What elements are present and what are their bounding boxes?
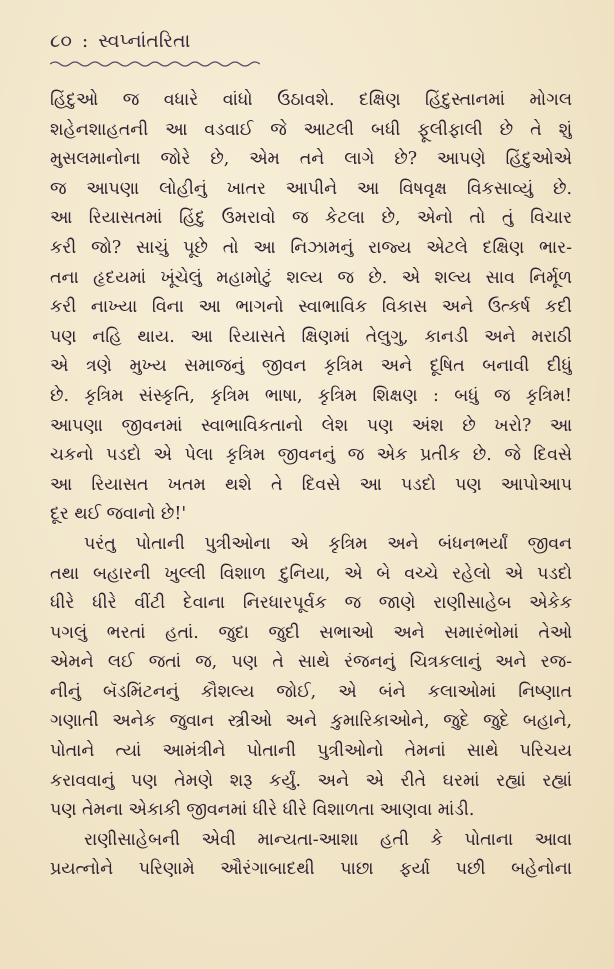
text-line: આ રિયાસત ખતમ થશે તે દિવસે આ પડદો પણ આપોઆપ xyxy=(50,474,572,495)
page-header xyxy=(50,30,572,60)
paragraph-3 xyxy=(50,826,572,885)
text-line: એ ત્રણે મુખ્ય સમાજનું જીવન કૃત્રિમ અને દૂષિત બનાવી દીધું xyxy=(50,356,572,377)
text-line: દૂર થઈ જવાનો છે!' xyxy=(50,504,187,525)
text-line: પણ નહિ થાય. આ રિયાસતે ક્ષિણમાં તેલુગુ, કાનડી અને મરાઠી xyxy=(50,326,572,347)
text-line: કરી નાખ્યા વિના આ ભાગનો સ્વાભાવિક વિકાસ અને ઉત્કર્ષ કદી xyxy=(50,297,572,318)
text-line: એમને લઈ જતાં જ, પણ તે સાથે રંજનનું ચિત્રકલાનું અને રજ- xyxy=(50,652,572,673)
text-line: કરી જો? સાચું પૂછે તો આ નિઝામનું રાજ્ય એટલે દક્ષિણ ભાર- xyxy=(50,237,572,258)
header-wavy-rule xyxy=(50,60,260,68)
text-line: આપણા જીવનમાં સ્વાભાવિકતાનો લેશ પણ અંશ છે ખરો? આ xyxy=(50,415,572,436)
text-line: હિંદુઓ જ વધારે વાંધો ઉઠાવશે. દક્ષિણ હિંદુસ્તાનમાં મોગલ xyxy=(50,90,572,110)
text-line: છે. કૃત્રિમ સંસ્કૃતિ, કૃત્રિમ ભાષા, કૃત્રિમ શિક્ષણ : બધું જ કૃત્રિમ! xyxy=(50,385,572,406)
text-line: ધીરે ધીરે વીંટી દેવાના નિરધારપૂર્વક જ જાણે રાણીસાહેબ એકેક xyxy=(50,593,572,614)
paragraph-2 xyxy=(50,530,572,826)
header-separator: : xyxy=(81,30,89,52)
text-line: મુસલમાનોના જોરે છે, એમ તને લાગે છે? આપણે હિંદુઓએ xyxy=(50,149,572,170)
text-line: કરાવવાનું પણ તેમણે શરૂ કર્યું. અને એ રીતે ઘરમાં રહ્યાં રહ્યાં xyxy=(50,770,572,791)
text-line: આ રિયાસતમાં હિંદુ ઉમરાવો જ કેટલા છે, એનો તો તું વિચાર xyxy=(50,208,572,229)
text-line: પોતાને ત્યાં આમંત્રીને પોતાની પુત્રીઓનો તેમનાં સાથે પરિચય xyxy=(50,741,572,762)
page-number: ૮૦ xyxy=(50,30,72,52)
text-line: શહેનશાહતની આ વડવાઈ જે આટલી બધી ફૂલીફાલી છે તે શું xyxy=(50,119,572,140)
book-title: સ્વપ્નાંતરિતા xyxy=(98,30,191,52)
text-line: તથા બહારની ખુલ્લી વિશાળ દુનિયા, એ બે વચ્ચે રહેલો એ પડદો xyxy=(50,563,572,584)
text-line: ગણાતી અનેક જુવાન સ્ત્રીઓ અને કુમારિકાઓને, જુદે જુદે બહાને, xyxy=(50,711,572,732)
text-line: તના હૃદયમાં ખૂંચેલું મહામોટું શલ્ય જ છે. એ શલ્ય સાવ નિર્મૂળ xyxy=(50,267,572,288)
text-line: પરંતુ પોતાની પુત્રીઓના એ કૃત્રિમ અને બંધનભર્યાં જીવન xyxy=(84,533,572,554)
text-line: જ આપણા લોહીનું ખાતર આપીને આ વિષવૃક્ષ વિકસાવ્યું છે. xyxy=(50,178,572,199)
text-line: રાણીસાહેબની એવી માન્યતા-આશા હતી કે પોતાના આવા xyxy=(84,829,572,850)
text-line: નીનું બૅડમિંટનનું કૌશલ્ય જોઈ, એ બંને કલાઓમાં નિષ્ણાત xyxy=(50,681,572,702)
text-line: ચકનો પડદો એ પેલા કૃત્રિમ જીવનનું જ એક પ્રતીક છે. જે દિવસે xyxy=(50,445,572,466)
text-line: પણ તેમના એકાકી જીવનમાં ધીરે ધીરે વિશાળતા આણવા માંડી. xyxy=(50,800,475,821)
text-line: પગલું ભરતાં હતાં. જુદા જુદી સભાઓ અને સમારંભોમાં તેઓ xyxy=(50,622,572,643)
text-line: પ્રયત્નોને પરિણામે ઔરંગાબાદથી પાછા ફર્યા પછી બહેનોના xyxy=(50,859,572,880)
paragraph-1 xyxy=(50,86,572,530)
body-text xyxy=(50,86,572,885)
